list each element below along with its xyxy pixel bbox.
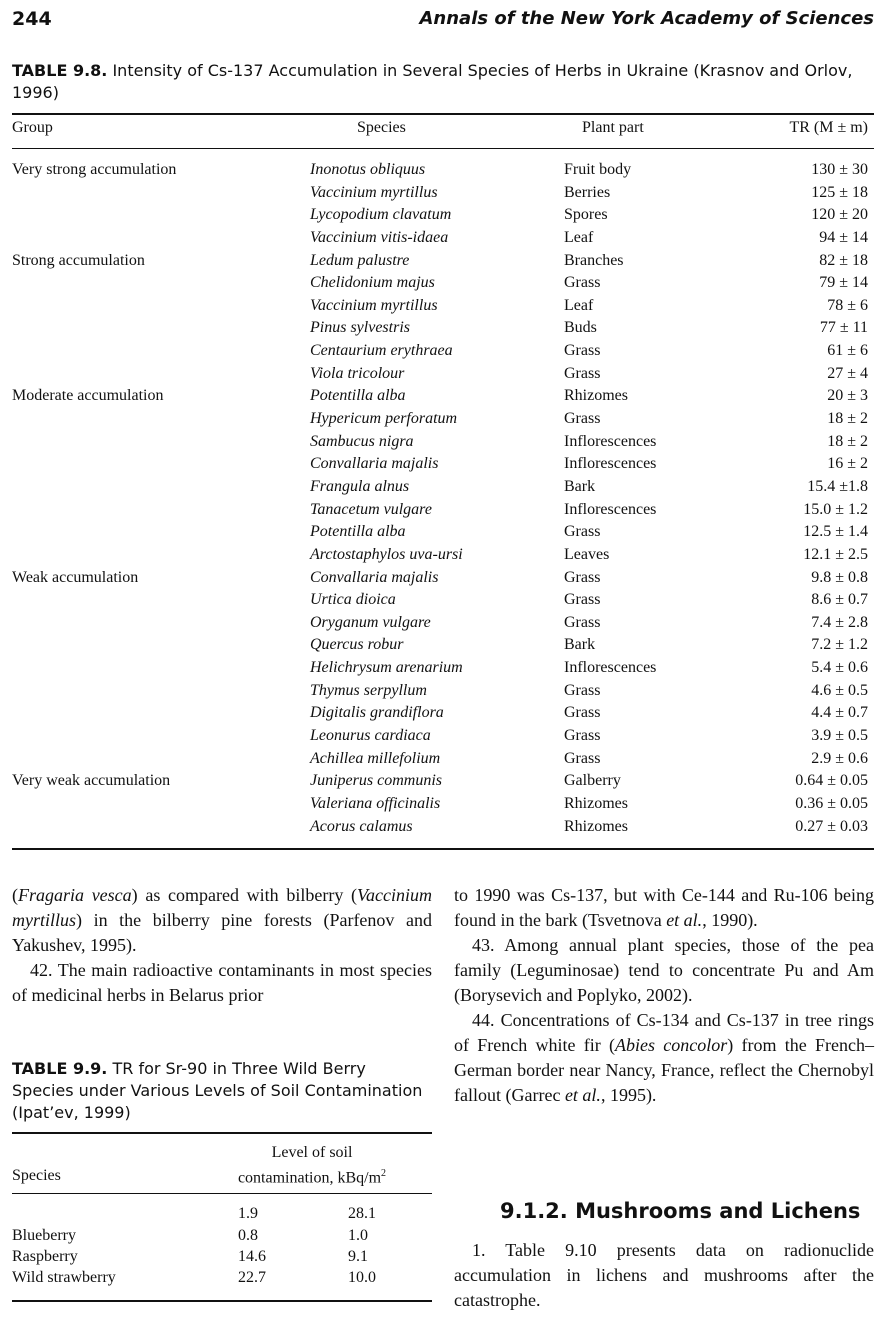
table-row	[12, 1248, 432, 1269]
cell-group: Very strong accumulation	[12, 161, 177, 178]
cell-plant-part: Grass	[564, 704, 601, 722]
table-9-9	[12, 1130, 432, 1310]
cell-plant-part: Grass	[564, 568, 601, 586]
cell-species: Wild strawberry	[12, 1269, 116, 1286]
cell-tr: 61 ± 6	[827, 342, 868, 360]
cell-tr: 82 ± 18	[819, 251, 868, 269]
table-9-8-header-row	[12, 117, 874, 143]
table-row	[12, 182, 874, 205]
table-row	[12, 250, 874, 273]
cell-species: Quercus robur	[310, 636, 404, 654]
species-name: Vaccinium myrtillus	[12, 885, 432, 930]
table-9-9-caption	[12, 1058, 432, 1124]
cell-tr: 18 ± 2	[827, 432, 868, 450]
cell-plant-part: Galberry	[564, 772, 621, 790]
cell-plant-part: Inflorescences	[564, 432, 657, 450]
table-9-8-top-rule	[12, 113, 874, 115]
level-header-line-1: Level of soil	[271, 1144, 353, 1161]
table-row	[12, 453, 874, 476]
table-9-8	[12, 117, 874, 835]
cell-tr: 130 ± 30	[811, 161, 868, 178]
cell-tr: 8.6 ± 0.7	[811, 591, 868, 609]
table-row	[12, 816, 874, 839]
cell-tr: 5.4 ± 0.6	[811, 659, 868, 677]
level-value-1: 1.9	[238, 1205, 258, 1222]
cell-plant-part: Fruit body	[564, 161, 632, 178]
cell-plant-part: Rhizomes	[564, 794, 628, 812]
cell-tr: 79 ± 14	[819, 274, 868, 292]
text-run: , 1990).	[702, 910, 758, 930]
cell-species: Pinus sylvestris	[310, 319, 410, 337]
table-row	[12, 680, 874, 703]
cell-species: Frangula alnus	[310, 477, 410, 495]
table-row	[12, 363, 874, 386]
cell-plant-part: Inflorescences	[564, 659, 657, 677]
cell-plant-part: Grass	[564, 749, 601, 767]
column-header-species: Species	[357, 119, 406, 136]
table-9-9-caption-text: TR for Sr-90 in Three Wild Berry Species under Various Levels of Soil Contamination (Ipat’ev, 1999)	[12, 1059, 423, 1122]
paragraph-1: 1. Table 9.10 presents data on radionuclide accumulation in lichens and mushrooms after the catastrophe.	[454, 1240, 874, 1310]
table-row	[12, 295, 874, 318]
cell-species: Inonotus obliquus	[310, 161, 426, 178]
cell-value-1: 14.6	[238, 1248, 266, 1265]
text-run: ) in the bilberry pine forests (Parfenov and Yakushev, 1995).	[12, 910, 432, 955]
cell-group: Strong accumulation	[12, 251, 145, 269]
level-header	[212, 1142, 412, 1188]
table-9-8-label: TABLE 9.8.	[12, 61, 108, 80]
table-row	[12, 1269, 432, 1290]
table-row	[12, 634, 874, 657]
cell-tr: 15.4 ±1.8	[807, 477, 868, 495]
cell-plant-part: Rhizomes	[564, 387, 628, 405]
cell-tr: 125 ± 18	[811, 183, 868, 201]
cell-plant-part: Grass	[564, 727, 601, 745]
table-row	[12, 748, 874, 771]
text-run: to 1990 was Cs-137, but with Ce-144 and Ru-106 being found in the bark (Tsvetnova	[454, 885, 874, 930]
cell-tr: 20 ± 3	[827, 387, 868, 405]
et-al: et al.	[564, 1085, 601, 1105]
paragraph-44	[454, 1008, 874, 1108]
cell-plant-part: Branches	[564, 251, 624, 269]
journal-title: Annals of the New York Academy of Sciences	[419, 8, 874, 29]
cell-plant-part: Grass	[564, 364, 601, 382]
cell-species: Tanacetum vulgare	[310, 500, 432, 518]
cell-species: Convallaria majalis	[310, 455, 439, 473]
table-9-9-label: TABLE 9.9.	[12, 1059, 108, 1078]
table-row	[12, 612, 874, 635]
cell-plant-part: Rhizomes	[564, 817, 628, 835]
paragraph-41-end: (Fragaria vesca) as compared with bilberry (Vaccinium myrtillus) in the bilberry pine forests (Parfenov and Yakushev, 1995).	[12, 885, 432, 955]
table-9-8-caption-text: Intensity of Cs-137 Accumulation in Several Species of Herbs in Ukraine (Krasnov and Orlov, 1996)	[12, 61, 853, 102]
column-header-tr: TR (M ± m)	[789, 119, 868, 136]
cell-species: Vaccinium vitis-idaea	[310, 228, 449, 246]
cell-plant-part: Leaf	[564, 228, 594, 246]
cell-plant-part: Inflorescences	[564, 455, 657, 473]
paragraph-42: 42. The main radioactive contaminants in most species of medicinal herbs in Belarus prior	[12, 960, 432, 1005]
paragraph-43: 43. Among annual plant species, those of the pea family (Leguminosae) tend to concentrate Pu and Am (Borysevich and Poplyko, 2002).	[454, 935, 874, 1005]
cell-plant-part: Leaf	[564, 296, 594, 314]
cell-plant-part: Grass	[564, 523, 601, 541]
table-row	[12, 431, 874, 454]
cell-plant-part: Bark	[564, 636, 596, 654]
species-name: Abies concolor	[615, 1035, 728, 1055]
table-row	[12, 317, 874, 340]
cell-species: Acorus calamus	[310, 817, 413, 835]
cell-tr: 0.36 ± 0.05	[795, 794, 868, 812]
table-row	[12, 725, 874, 748]
cell-tr: 12.1 ± 2.5	[803, 545, 868, 563]
cell-species: Urtica dioica	[310, 591, 396, 609]
cell-tr: 3.9 ± 0.5	[811, 727, 868, 745]
cell-plant-part: Grass	[564, 274, 601, 292]
cell-species: Digitalis grandiflora	[310, 704, 444, 722]
species-name: Fragaria vesca	[18, 885, 132, 905]
cell-species: Valeriana officinalis	[310, 794, 441, 812]
cell-species: Sambucus nigra	[310, 432, 414, 450]
table-row	[12, 521, 874, 544]
text-run: ) from the French–German border near Nancy, France, reflect the Chernobyl fallout (Garrec	[454, 1035, 874, 1105]
cell-species: Achillea millefolium	[310, 749, 441, 767]
page-number: 244	[12, 8, 52, 30]
table-9-8-body	[12, 159, 874, 838]
cell-plant-part: Berries	[564, 183, 611, 201]
cell-tr: 7.4 ± 2.8	[811, 613, 868, 631]
cell-species: Hypericum perforatum	[310, 410, 458, 428]
table-row	[12, 340, 874, 363]
text-run: ) as compared with bilberry (	[131, 885, 358, 905]
table-row	[12, 385, 874, 408]
cell-tr: 9.8 ± 0.8	[811, 568, 868, 586]
column-header-group: Group	[12, 119, 53, 136]
cell-value-1: 22.7	[238, 1269, 266, 1286]
section-title: 9.1.2. Mushrooms and Lichens	[500, 1199, 861, 1223]
cell-species: Chelidonium majus	[310, 274, 435, 292]
cell-species: Raspberry	[12, 1248, 78, 1265]
table-row	[12, 408, 874, 431]
page-header	[12, 8, 874, 34]
table-row	[12, 657, 874, 680]
cell-tr: 0.64 ± 0.05	[795, 772, 868, 790]
table-9-8-caption	[12, 60, 874, 104]
cell-plant-part: Bark	[564, 477, 596, 495]
cell-tr: 120 ± 20	[811, 206, 868, 224]
cell-plant-part: Grass	[564, 613, 601, 631]
text-run: 44. Concentrations of Cs-134 and Cs-137 in tree rings of French white fir (	[454, 1010, 874, 1055]
et-al: et al.	[666, 910, 703, 930]
cell-species: Helichrysum arenarium	[310, 659, 463, 677]
section-paragraph	[454, 1238, 874, 1313]
table-row	[12, 567, 874, 590]
table-row	[12, 589, 874, 612]
cell-species: Centaurium erythraea	[310, 342, 453, 360]
cell-group: Weak accumulation	[12, 568, 139, 586]
cell-plant-part: Buds	[564, 319, 597, 337]
cell-species: Potentilla alba	[310, 523, 406, 541]
cell-tr: 4.6 ± 0.5	[811, 681, 868, 699]
cell-tr: 2.9 ± 0.6	[811, 749, 868, 767]
cell-group: Very weak accumulation	[12, 772, 171, 790]
cell-plant-part: Grass	[564, 681, 601, 699]
table-row	[12, 159, 874, 182]
species-header: Species	[12, 1167, 61, 1184]
cell-species: Oryganum vulgare	[310, 613, 431, 631]
column-header-plant-part: Plant part	[582, 119, 644, 136]
cell-tr: 15.0 ± 1.2	[803, 500, 868, 518]
cell-tr: 7.2 ± 1.2	[811, 636, 868, 654]
cell-plant-part: Leaves	[564, 545, 610, 563]
table-row	[12, 793, 874, 816]
cell-tr: 4.4 ± 0.7	[811, 704, 868, 722]
cell-species: Lycopodium clavatum	[310, 206, 452, 224]
cell-tr: 0.27 ± 0.03	[795, 817, 868, 835]
table-row	[12, 770, 874, 793]
left-column-text	[12, 883, 432, 1008]
right-column-text	[454, 883, 874, 1108]
cell-tr: 78 ± 6	[827, 296, 868, 314]
cell-tr: 77 ± 11	[819, 319, 868, 337]
cell-species: Vaccinium myrtillus	[310, 183, 438, 201]
cell-species: Ledum palustre	[310, 251, 410, 269]
table-row	[12, 476, 874, 499]
cell-tr: 12.5 ± 1.4	[803, 523, 868, 541]
text-run: , 1995).	[600, 1085, 657, 1105]
cell-species: Leonurus cardiaca	[310, 727, 431, 745]
table-row	[12, 544, 874, 567]
cell-species: Potentilla alba	[310, 387, 406, 405]
table-row	[12, 204, 874, 227]
cell-plant-part: Grass	[564, 591, 601, 609]
cell-species: Arctostaphylos uva-ursi	[310, 545, 463, 563]
table-9-8-header-rule	[12, 148, 874, 149]
cell-tr: 18 ± 2	[827, 410, 868, 428]
cell-value-2: 9.1	[348, 1248, 368, 1265]
cell-species: Juniperus communis	[310, 772, 442, 790]
table-row	[12, 499, 874, 522]
paragraph-42-end	[454, 883, 874, 933]
level-values-row	[12, 1205, 432, 1226]
cell-species: Blueberry	[12, 1227, 76, 1244]
level-header-superscript: 2	[381, 1168, 387, 1179]
cell-plant-part: Spores	[564, 206, 608, 224]
level-header-line-2	[212, 1163, 412, 1188]
cell-species: Viola tricolour	[310, 364, 405, 382]
cell-species: Thymus serpyllum	[310, 681, 427, 699]
cell-tr: 94 ± 14	[819, 228, 868, 246]
table-row	[12, 227, 874, 250]
cell-tr: 27 ± 4	[827, 364, 868, 382]
cell-species: Convallaria majalis	[310, 568, 439, 586]
cell-value-1: 0.8	[238, 1227, 258, 1244]
table-row	[12, 1227, 432, 1248]
table-9-8-bottom-rule	[12, 848, 874, 850]
level-value-2: 28.1	[348, 1205, 376, 1222]
cell-plant-part: Inflorescences	[564, 500, 657, 518]
cell-plant-part: Grass	[564, 410, 601, 428]
table-row	[12, 702, 874, 725]
level-header-unit: contamination, kBq/m	[237, 1169, 382, 1187]
table-row	[12, 272, 874, 295]
cell-group: Moderate accumulation	[12, 387, 164, 405]
cell-tr: 16 ± 2	[827, 455, 868, 473]
cell-value-2: 1.0	[348, 1227, 368, 1244]
cell-species: Vaccinium myrtillus	[310, 296, 438, 314]
cell-plant-part: Grass	[564, 342, 601, 360]
cell-value-2: 10.0	[348, 1269, 376, 1286]
